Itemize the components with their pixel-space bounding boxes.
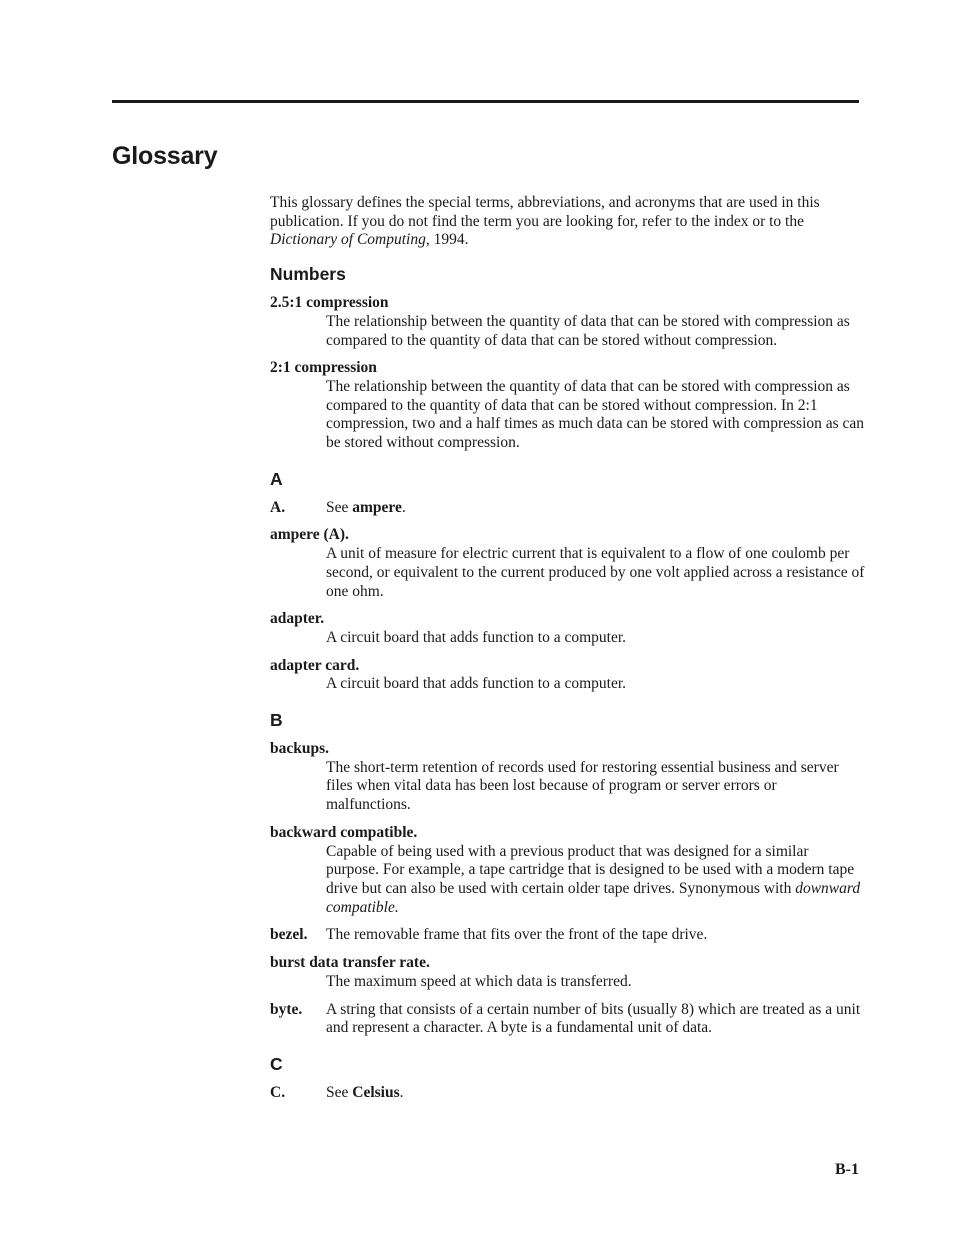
section-heading: C: [270, 1053, 283, 1074]
top-rule: [112, 100, 859, 103]
section-a: [270, 469, 865, 694]
glossary-entry: [270, 294, 865, 350]
glossary-definition: See Celsius.: [326, 1083, 404, 1101]
glossary-entry: [270, 1001, 865, 1038]
intro-book-title: Dictionary of Computing,: [270, 231, 430, 249]
glossary-definition: The removable frame that fits over the front of the tape drive.: [326, 926, 708, 944]
glossary-term: C.: [270, 1083, 286, 1101]
glossary-term: ampere (A).: [270, 526, 349, 544]
glossary-entry: [270, 359, 865, 453]
glossary-entry: [270, 1084, 865, 1103]
glossary-term: backward compatible.: [270, 823, 418, 841]
glossary-term: 2:1 compression: [270, 359, 377, 377]
glossary-definition: Capable of being used with a previous product that was designed for a similar purpose. For example, a tape cartridge that is designed to be used with a modern tape drive but can also be used with certain older tape drives. Synonymous with downward compatible.: [326, 842, 861, 916]
page-title: Glossary: [112, 142, 218, 170]
glossary-definition: The short-term retention of records used for restoring essential business and server files when vital data has been lost because of program or server errors or malfunctions.: [326, 758, 839, 814]
glossary-definition: A circuit board that adds function to a computer.: [326, 628, 627, 646]
section-c: [270, 1054, 865, 1103]
section-b: [270, 710, 865, 1038]
section-heading: B: [270, 710, 283, 731]
page-number: B-1: [835, 1161, 859, 1178]
glossary-definition: See ampere.: [326, 498, 406, 516]
glossary-definition: The relationship between the quantity of data that can be stored with compression as compared to the quantity of data that can be stored without compression. In 2:1 compression, two and a half times as much data can be stored with compression as can be stored without compression.: [326, 377, 865, 452]
glossary-term: byte.: [270, 1000, 303, 1018]
glossary-definition: A unit of measure for electric current that is equivalent to a flow of one coulomb per second, or equivalent to the current produced by one volt applied across a resistance of one ohm.: [326, 545, 865, 600]
glossary-entry: [270, 740, 865, 815]
glossary-definition: The relationship between the quantity of data that can be stored with compression as compared to the quantity of data that can be stored without compression.: [326, 312, 850, 349]
glossary-term: bezel.: [270, 926, 308, 944]
glossary-content: [270, 194, 865, 1112]
glossary-entry: [270, 499, 865, 518]
intro-paragraph: This glossary defines the special terms, abbreviations, and acronyms that are used in this publication. If you do not find the term you are looking for, refer to the index or to the Dictionary of Computing, 1994.: [270, 194, 820, 249]
cross-reference: Celsius: [352, 1083, 400, 1101]
glossary-definition: The maximum speed at which data is transferred.: [326, 972, 632, 990]
section-heading: Numbers: [270, 264, 346, 285]
glossary-term: burst data transfer rate.: [270, 954, 430, 972]
glossary-definition: A string that consists of a certain number of bits (usually 8) which are treated as a unit and represent a character. A byte is a fundamental unit of data.: [326, 1000, 861, 1037]
synonym-term: downward compatible.: [326, 879, 861, 916]
cross-reference: ampere: [352, 498, 402, 516]
glossary-term: 2.5:1 compression: [270, 294, 389, 312]
glossary-entry: [270, 824, 865, 918]
section-numbers: [270, 264, 865, 453]
section-heading: A: [270, 468, 283, 489]
glossary-entry: [270, 610, 865, 647]
glossary-term: adapter.: [270, 610, 325, 628]
glossary-term: A.: [270, 498, 286, 516]
glossary-entry: [270, 926, 865, 945]
glossary-definition: A circuit board that adds function to a computer.: [326, 675, 627, 693]
glossary-term: backups.: [270, 740, 330, 758]
glossary-entry: [270, 657, 865, 694]
glossary-entry: [270, 954, 865, 991]
glossary-entry: [270, 526, 865, 601]
glossary-term: adapter card.: [270, 656, 360, 674]
